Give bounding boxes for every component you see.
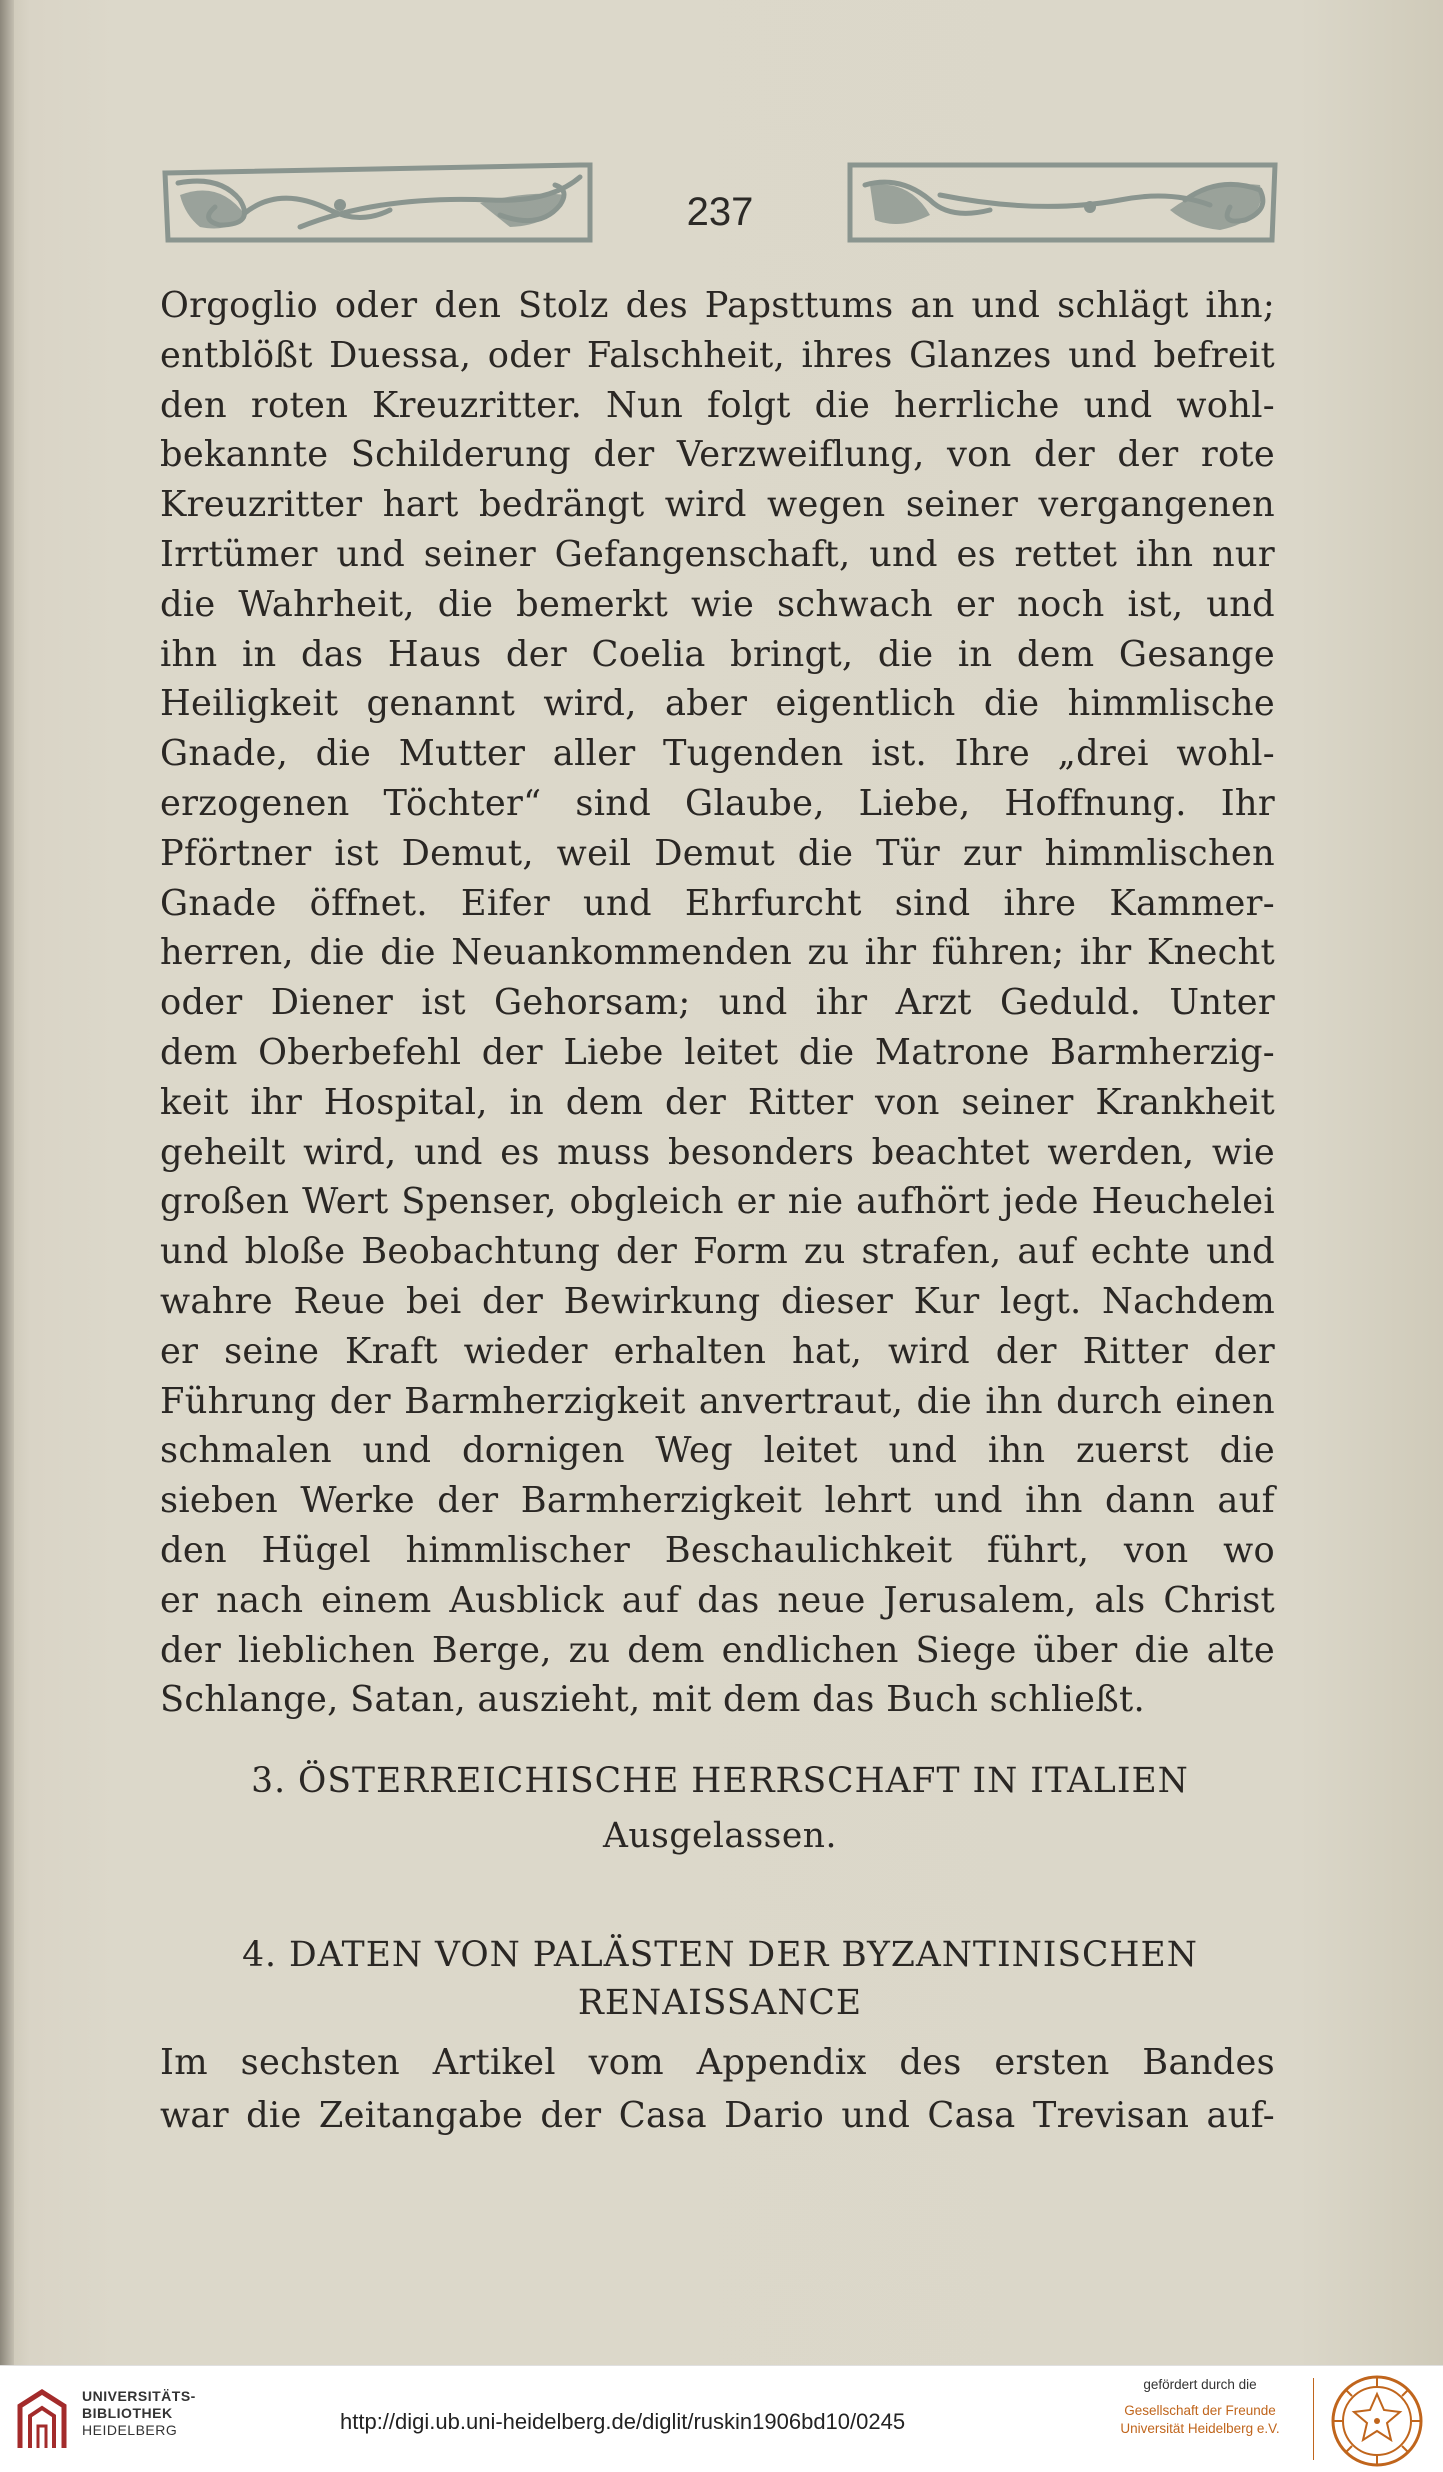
text-line: war die Zeitangabe der Casa Dario und Casa Trevisan auf- — [160, 2095, 1275, 2136]
text-line: Pförtner ist Demut, weil Demut die Tür zur himmlischen — [160, 832, 1275, 874]
sponsor-line2: Universität Heidelberg e.V. — [1120, 2421, 1280, 2436]
text-line: und bloße Beobachtung der Form zu strafen, auf echte und — [160, 1231, 1275, 1273]
sponsor-by: gefördert durch die — [1143, 2377, 1257, 2392]
text-line: er nach einem Ausblick auf das neue Jerusalem, als Christ — [160, 1579, 1275, 1621]
text-line: Irrtümer und seiner Gefangenschaft, und es rettet ihn nur — [160, 533, 1275, 575]
page-number: 237 — [686, 190, 754, 234]
text-line: Im sechsten Artikel vom Appendix des ersten Bandes — [160, 2042, 1275, 2083]
page-header — [160, 150, 1280, 260]
text-line: wahre Reue bei der Bewirkung dieser Kur legt. Nachdem — [160, 1280, 1275, 1322]
text-line: den Hügel himmlischer Beschaulichkeit führt, von wo — [160, 1529, 1275, 1571]
section-3-heading: 3. ÖSTERREICHISCHE HERRSCHAFT IN ITALIEN — [251, 1761, 1189, 1801]
library-logo-icon — [12, 2386, 72, 2456]
text-line: oder Diener ist Gehorsam; und ihr Arzt Geduld. Unter — [160, 982, 1275, 1024]
main-paragraph — [160, 281, 1275, 1725]
text-line: Gnade öffnet. Eifer und Ehrfurcht sind ihre Kammer- — [160, 882, 1275, 924]
text-line: schmalen und dornigen Weg leitet und ihn zuerst die — [160, 1430, 1275, 1472]
section-4-paragraph — [160, 2036, 1275, 2142]
text-line: Kreuzritter hart bedrängt wird wegen seiner vergangenen — [160, 484, 1275, 526]
section-4-heading-continued: RENAISSANCE — [577, 1983, 863, 2023]
library-name-line1: UNIVERSITÄTS- — [82, 2388, 196, 2404]
right-ornament-icon — [790, 155, 1280, 250]
text-line: großen Wert Spenser, obgleich er nie aufhört jede Heuchelei — [160, 1181, 1275, 1223]
text-line: ihn in das Haus der Coelia bringt, die in dem Gesange — [160, 633, 1275, 675]
text-line: geheilt wird, und es muss besonders beachtet werden, wie — [160, 1131, 1275, 1173]
sponsor-credit — [1100, 2376, 1300, 2438]
text-line: er seine Kraft wieder erhalten hat, wird der Ritter der — [160, 1330, 1275, 1372]
text-line: Orgoglio oder den Stolz des Papsttums an und schlägt ihn; — [160, 285, 1275, 326]
library-name-line3: HEIDELBERG — [82, 2422, 178, 2438]
text-line: bekannte Schilderung der Verzweiflung, von der der rote — [160, 434, 1275, 476]
text-line: dem Oberbefehl der Liebe leitet die Matrone Barmherzig- — [160, 1031, 1275, 1073]
text-line: herren, die die Neuankommenden zu ihr führen; ihr Knecht — [160, 932, 1275, 974]
library-name-line2: BIBLIOTHEK — [82, 2405, 173, 2421]
sponsor-line1: Gesellschaft der Freunde — [1124, 2403, 1276, 2418]
text-line: die Wahrheit, die bemerkt wie schwach er noch ist, und — [160, 583, 1275, 625]
text-line: der lieblichen Berge, zu dem endlichen Siege über die alte — [160, 1629, 1275, 1671]
text-line: Führung der Barmherzigkeit anvertraut, die ihn durch einen — [160, 1380, 1275, 1422]
viewer-footer — [0, 2365, 1443, 2472]
text-line: keit ihr Hospital, in dem der Ritter von seiner Krankheit — [160, 1081, 1275, 1123]
footer-divider — [1313, 2378, 1314, 2460]
text-line: entblößt Duessa, oder Falschheit, ihres Glanzes und befreit — [160, 334, 1275, 376]
university-seal-icon — [1330, 2374, 1424, 2468]
text-line: den roten Kreuzritter. Nun folgt die herrliche und wohl- — [160, 384, 1275, 426]
text-line: Gnade, die Mutter aller Tugenden ist. Ihre „drei wohl- — [160, 733, 1275, 775]
section-3-subtext: Ausgelassen. — [603, 1816, 837, 1856]
text-line: erzogenen Töchter“ sind Glaube, Liebe, Hoffnung. Ihr — [160, 782, 1275, 824]
library-name — [82, 2388, 196, 2439]
page-binding-edge — [0, 0, 14, 2365]
permalink-url[interactable]: http://digi.ub.uni-heidelberg.de/diglit/ruskin1906bd10/0245 — [340, 2409, 906, 2434]
text-line: Schlange, Satan, auszieht, mit dem das Buch schließt. — [160, 1679, 1145, 1721]
text-line: Heiligkeit genannt wird, aber eigentlich die himmlische — [160, 683, 1275, 725]
text-line: sieben Werke der Barmherzigkeit lehrt und ihn dann auf — [160, 1480, 1275, 1522]
section-4-heading: 4. DATEN VON PALÄSTEN DER BYZANTINISCHEN — [242, 1935, 1198, 1975]
